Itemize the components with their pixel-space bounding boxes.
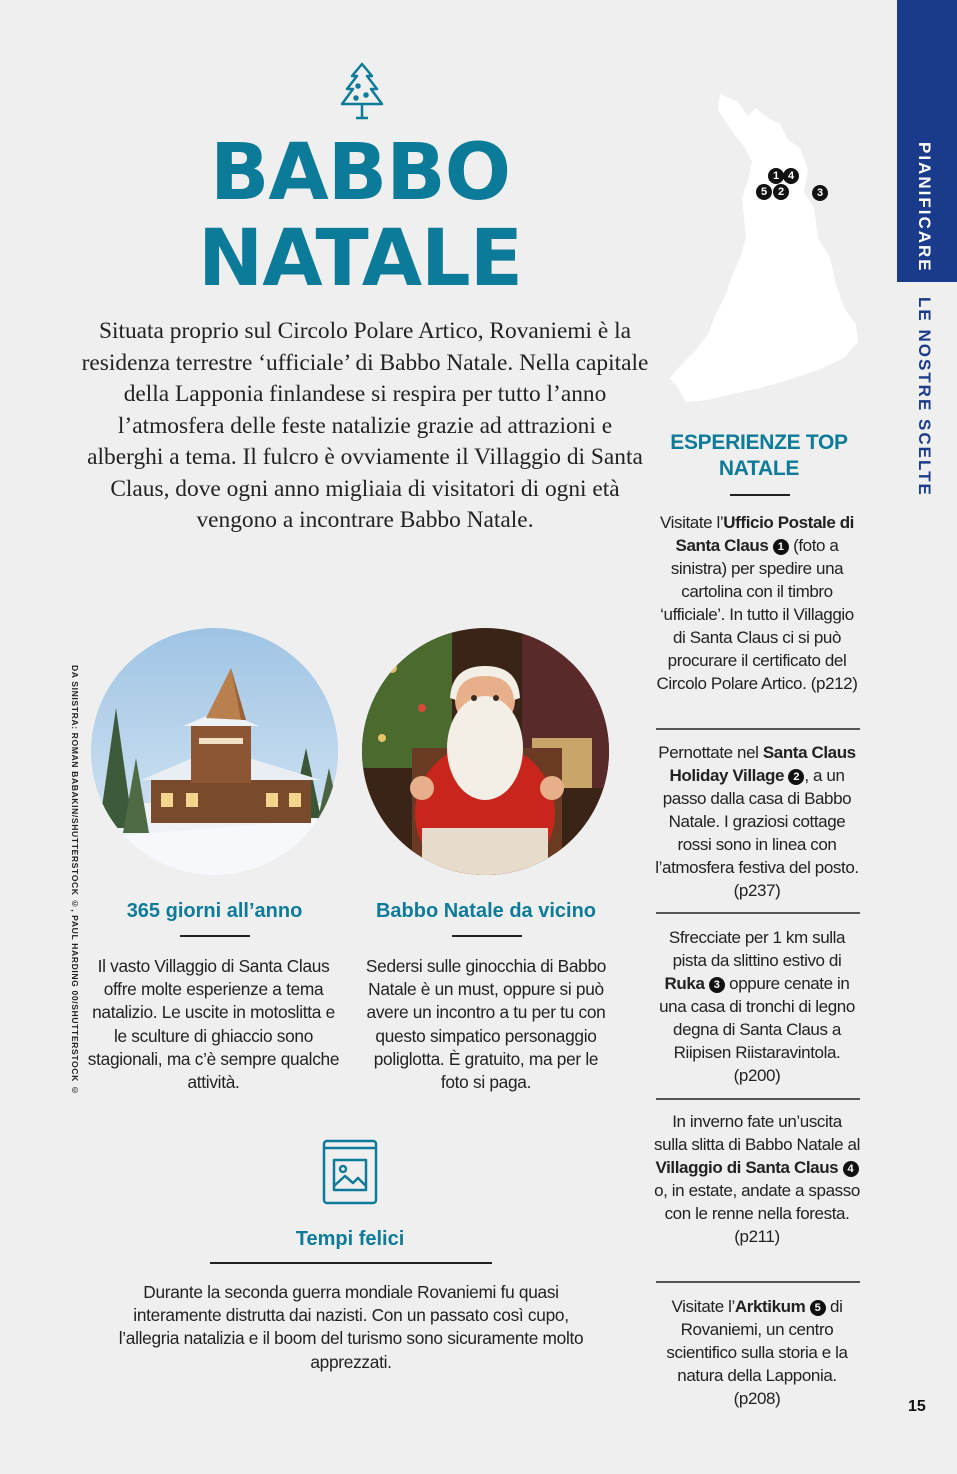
divider: [180, 935, 250, 937]
experiences-title-line-1: ESPERIENZE TOP: [670, 431, 848, 454]
subsection-tab-label: LE NOSTRE SCELTE: [915, 297, 934, 497]
title-line-2: NATALE: [197, 214, 523, 304]
feature-text-2: Sedersi sulle ginocchia di Babbo Natale è un must, oppure si può avere un incontro a tu per tu con questo simpatico personaggio poliglotta. È gratuito, ma per le foto si paga.: [365, 956, 607, 1093]
photo-credit: DA SINISTRA: ROMAN BABAKIN/SHUTTERSTOCK ©, PAUL HARDING 00/SHUTTERSTOCK ©: [70, 665, 80, 1096]
marker-badge: 5: [810, 1300, 826, 1316]
feature-heading-2: Babbo Natale da vicino: [375, 900, 597, 922]
marker-badge: 3: [709, 977, 725, 993]
page-title: [150, 130, 570, 302]
christmas-tree-icon: [336, 60, 388, 126]
section-tab[interactable]: [897, 0, 957, 282]
experiences-title: [654, 430, 864, 482]
divider: [656, 1281, 860, 1283]
photo-santa-claus: [362, 628, 609, 875]
photo-santa-village: [91, 628, 338, 875]
feature-heading-1: 365 giorni all’anno: [126, 900, 303, 922]
title-line-1: BABBO: [209, 128, 511, 218]
experience-item-2: Pernottate nel Santa Claus Holiday Village 2 , a un passo dalla casa di Babbo Natale. I graziosi cottage rossi sono in linea con l’atmosfera festiva del posto. (p237): [655, 743, 859, 900]
divider: [210, 1262, 492, 1264]
experience-item-5: Visitate l’Arktikum 5 di Rovaniemi, un centro scientifico sulla storia e la natura della Lapponia. (p208): [666, 1297, 848, 1408]
experiences-title-line-2: NATALE: [718, 457, 800, 480]
map-marker-2: 2: [773, 184, 789, 200]
divider: [656, 1098, 860, 1100]
section-tab-label: PIANIFICARE: [915, 142, 934, 273]
page-number: 15: [908, 1398, 926, 1415]
divider: [730, 494, 790, 496]
experience-item-4: In inverno fate un’uscita sulla slitta di Babbo Natale al Villaggio di Santa Claus 4 o, in estate, andate a spasso con le renne nella foresta. (p211): [654, 1112, 860, 1246]
feature-text-1: Il vasto Villaggio di Santa Claus offre molte esperienze a tema natalizio. Le uscite in motoslitta e le sculture di ghiaccio sono stagionali, ma c’è sempre qualche attività.: [87, 956, 340, 1093]
photo-book-icon: [321, 1138, 379, 1206]
box-heading: Tempi felici: [295, 1228, 405, 1250]
map-marker-3: 3: [812, 185, 828, 201]
intro-paragraph: Situata proprio sul Circolo Polare Artico, Rovaniemi è la residenza terrestre ‘ufficiale’ di Babbo Natale. Nella capitale della Lapponia finlandese si respira per tutto l’anno l’atmosfera delle feste natalizie grazie ad attrazioni e alberghi a tema. Il fulcro è ovviamente il Villaggio di Santa Claus, dove ogni anno migliaia di visitatori di ogni età vengono a incontrare Babbo Natale.: [81, 318, 649, 533]
experience-item-1: Visitate l’Ufficio Postale di Santa Claus 1 (foto a sinistra) per spedire una cartolina con il timbro ‘ufficiale’. In tutto il Villaggio di Santa Claus ci si può procurare il certificato del Circolo Polare Artico. (p212): [656, 513, 858, 693]
map-marker-4: 4: [783, 168, 799, 184]
subsection-tab[interactable]: [897, 282, 957, 502]
finland-map: [668, 88, 860, 406]
marker-badge: 2: [788, 769, 804, 785]
marker-badge: 1: [773, 539, 789, 555]
divider: [452, 935, 522, 937]
box-text: Durante la seconda guerra mondiale Rovaniemi fu quasi interamente distrutta dai nazisti. Con un passato così cupo, l’allegria natalizia e il boom del turismo sono sicuramente molto apprezzati.: [118, 1282, 584, 1372]
divider: [656, 912, 860, 914]
marker-badge: 4: [843, 1161, 859, 1177]
map-marker-5: 5: [756, 184, 772, 200]
map-marker-1: 1: [768, 168, 784, 184]
divider: [656, 728, 860, 730]
experience-item-3: Sfrecciate per 1 km sulla pista da slittino estivo di Ruka 3 oppure cenate in una casa di tronchi di legno degna di Santa Claus a Riipisen Riistaravintola. (p200): [659, 928, 855, 1085]
